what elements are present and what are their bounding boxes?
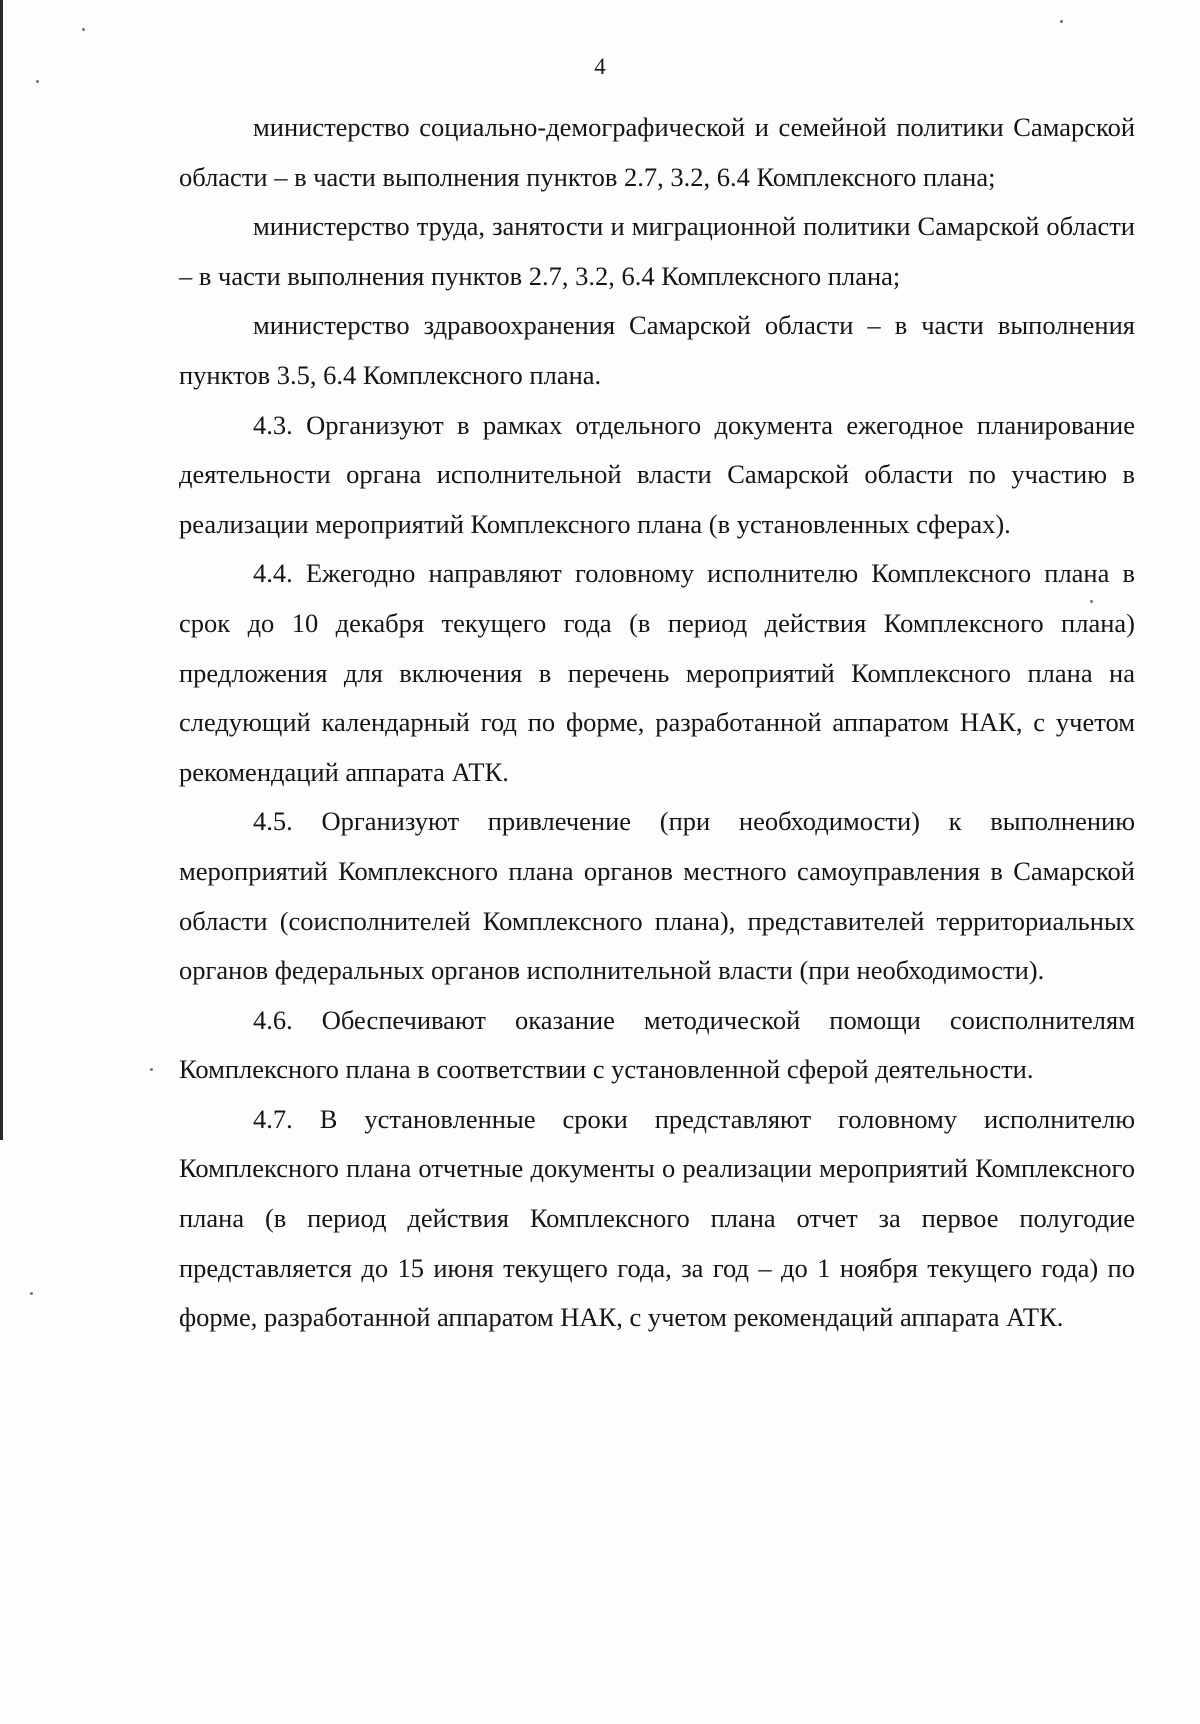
paragraph-ministry-social: министерство социально-демографической и семейной политики Самарской области – в части выполнения пунктов 2.7, 3.2, 6.4 Комплексного плана;	[179, 112, 1135, 192]
scan-speck	[36, 80, 39, 83]
paragraph-4-7: 4.7. В установленные сроки представляют головному исполнителю Комплексного плана отчетные документы о реализации мероприятий Комплексного плана (в период действия Комплексного плана отчет за первое полугодие представляется до 15 июня текущего года, за год – до 1 ноября текущего года) по форме, разработанной аппаратом НАК, с учетом рекомендаций аппарата АТК.	[179, 1103, 1135, 1333]
scan-speck	[1060, 20, 1063, 23]
scan-left-edge	[0, 0, 3, 1140]
paragraph-ministry-health: министерство здравоохранения Самарской области – в части выполнения пунктов 3.5, 6.4 Комплексного плана.	[179, 310, 1135, 390]
scan-speck	[82, 28, 85, 31]
paragraph-4-5: 4.5. Организуют привлечение (при необходимости) к выполнению мероприятий Комплексного плана органов местного самоуправления в Самарской области (соисполнителей Комплексного плана), представителей территориальных органов федеральных органов исполнительной власти (при необходимости).	[179, 806, 1135, 986]
scan-speck	[150, 1068, 153, 1071]
page-number: 4	[594, 54, 606, 79]
paragraph-4-4: 4.4. Ежегодно направляют головному исполнителю Комплексного плана в срок до 10 декабря текущего года (в период действия Комплексного плана) предложения для включения в перечень мероприятий Комплексного плана на следующий календарный год по форме, разработанной аппаратом НАК, с учетом рекомендаций аппарата АТК.	[179, 558, 1135, 787]
document-body	[179, 103, 1135, 1343]
scan-speck	[30, 1292, 33, 1295]
paragraph-ministry-labor: министерство труда, занятости и миграционной политики Самарской области – в части выполнения пунктов 2.7, 3.2, 6.4 Комплексного плана;	[179, 211, 1135, 291]
paragraph-4-3: 4.3. Организуют в рамках отдельного документа ежегодное планирование деятельности органа исполнительной власти Самарской области по участию в реализации мероприятий Комплексного плана (в установленных сферах).	[179, 409, 1135, 539]
paragraph-4-6: 4.6. Обеспечивают оказание методической помощи соисполнителям Комплексного плана в соответствии с установленной сферой деятельности.	[179, 1004, 1135, 1085]
